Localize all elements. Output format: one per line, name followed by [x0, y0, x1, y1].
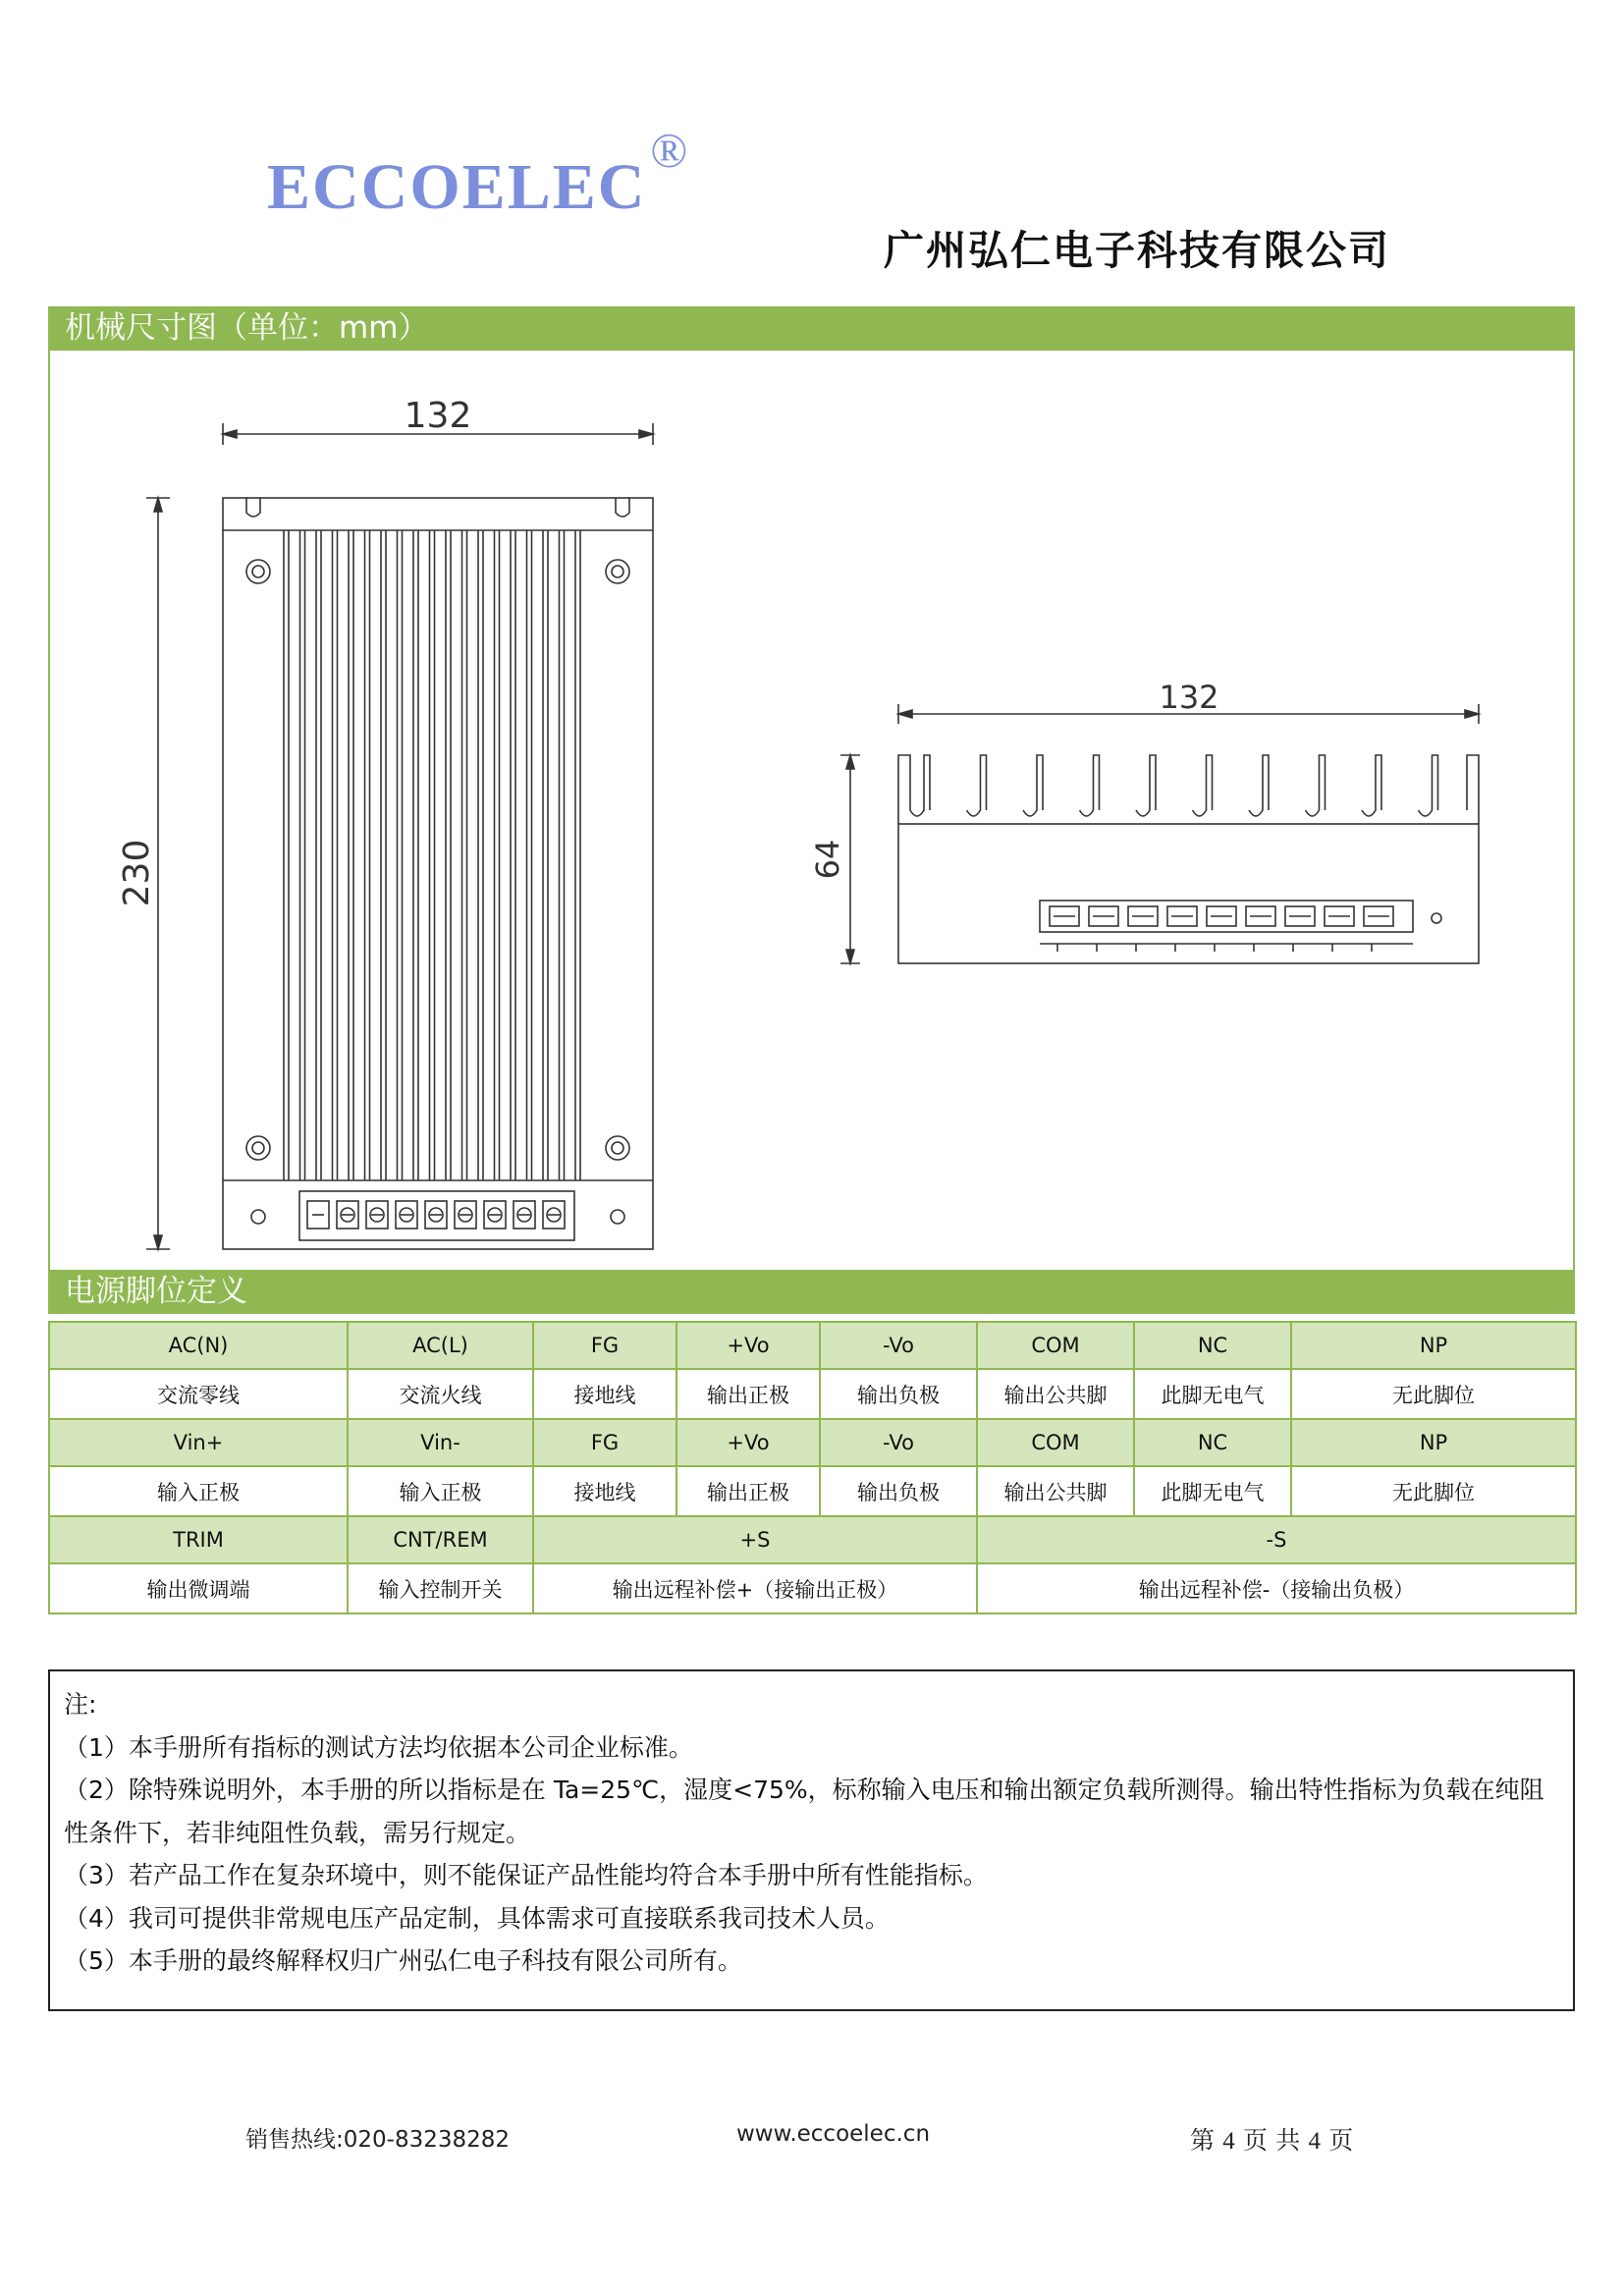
company-name: 广州弘仁电子科技有限公司 [884, 227, 1390, 274]
table-row [49, 1369, 1576, 1419]
table-cell: 输入正极 [49, 1466, 348, 1516]
table-cell: AC(N) [49, 1322, 348, 1369]
table-cell: -Vo [820, 1322, 977, 1369]
section-title-dimensions: 机械尺寸图（单位：mm） [48, 306, 1575, 351]
side-view-body [898, 824, 1479, 963]
front-view-outline [223, 498, 653, 1249]
table-cell: 输出负极 [820, 1466, 977, 1516]
table-cell: 输入控制开关 [348, 1563, 533, 1613]
table-cell: NP [1291, 1322, 1576, 1369]
table-cell: NC [1134, 1419, 1291, 1466]
table-cell: CNT/REM [348, 1516, 533, 1563]
note-item: （2）除特殊说明外，本手册的所以指标是在 Ta=25℃，湿度<75%，标称输入电压和输出额定负载所测得。输出特性指标为负载在纯阻性条件下，若非纯阻性负载，需另行规定。 [64, 1776, 1544, 1847]
front-width-label: 132 [404, 396, 472, 436]
table-cell: FG [533, 1419, 676, 1466]
note-item: （3）若产品工作在复杂环境中，则不能保证产品性能均符合本手册中所有性能指标。 [64, 1861, 988, 1889]
table-cell: +S [533, 1516, 977, 1563]
table-cell: 输出远程补偿-（接输出负极） [977, 1563, 1576, 1613]
table-cell: AC(L) [348, 1322, 533, 1369]
table-cell: 接地线 [533, 1369, 676, 1419]
table-cell: NC [1134, 1322, 1291, 1369]
table-row [49, 1466, 1576, 1516]
table-cell: FG [533, 1322, 676, 1369]
side-view-heatsink-fins [898, 755, 1479, 824]
table-cell: 此脚无电气 [1134, 1466, 1291, 1516]
note-item: （4）我司可提供非常规电压产品定制，具体需求可直接联系我司技术人员。 [64, 1903, 890, 1933]
table-cell: +Vo [676, 1419, 820, 1466]
notes-box [48, 1669, 1575, 2011]
table-cell: -Vo [820, 1419, 977, 1466]
section-title-pin-definitions: 电源脚位定义 [48, 1270, 1575, 1314]
note-item: （1）本手册所有指标的测试方法均依据本公司企业标准。 [64, 1732, 693, 1762]
table-cell: +Vo [676, 1322, 820, 1369]
table-cell: NP [1291, 1419, 1576, 1466]
front-height-label: 230 [117, 839, 157, 907]
table-cell: 输出负极 [820, 1369, 977, 1419]
table-cell: 输出正极 [676, 1466, 820, 1516]
table-cell: 此脚无电气 [1134, 1369, 1291, 1419]
table-cell: 输出正极 [676, 1369, 820, 1419]
registered-mark: ® [650, 123, 690, 178]
dimension-drawing-area [48, 351, 1575, 1270]
dimension-drawings [50, 351, 1577, 1270]
side-height-label: 64 [809, 839, 846, 880]
sales-hotline: 销售热线:020-83238282 [245, 2127, 511, 2153]
table-cell: COM [977, 1322, 1134, 1369]
table-cell: Vin+ [49, 1419, 348, 1466]
table-cell: 无此脚位 [1291, 1369, 1576, 1419]
table-cell: 无此脚位 [1291, 1466, 1576, 1516]
side-width-label: 132 [1159, 679, 1219, 716]
page-number: 第 4 页 共 4 页 [1190, 2128, 1355, 2155]
table-row [49, 1563, 1576, 1613]
table-cell: 交流零线 [49, 1369, 348, 1419]
table-cell: 交流火线 [348, 1369, 533, 1419]
table-cell: TRIM [49, 1516, 348, 1563]
logo-text: ECCOELEC [267, 151, 647, 223]
pin-definition-table [48, 1321, 1577, 1614]
table-cell: 输出公共脚 [977, 1466, 1134, 1516]
table-cell: 输出远程补偿+（接输出正极） [533, 1563, 977, 1613]
notes-title: 注: [64, 1690, 97, 1719]
note-item: （5）本手册的最终解释权归广州弘仁电子科技有限公司所有。 [64, 1946, 742, 1975]
table-cell: 输出公共脚 [977, 1369, 1134, 1419]
table-cell: 接地线 [533, 1466, 676, 1516]
table-cell: 输出微调端 [49, 1563, 348, 1613]
company-logo [267, 123, 690, 223]
table-row [49, 1419, 1576, 1466]
table-cell: 输入正极 [348, 1466, 533, 1516]
website-link[interactable]: www.eccoelec.cn [736, 2121, 931, 2147]
table-cell: -S [977, 1516, 1576, 1563]
table-cell: Vin- [348, 1419, 533, 1466]
table-row [49, 1516, 1576, 1563]
table-cell: COM [977, 1419, 1134, 1466]
table-row [49, 1322, 1576, 1369]
